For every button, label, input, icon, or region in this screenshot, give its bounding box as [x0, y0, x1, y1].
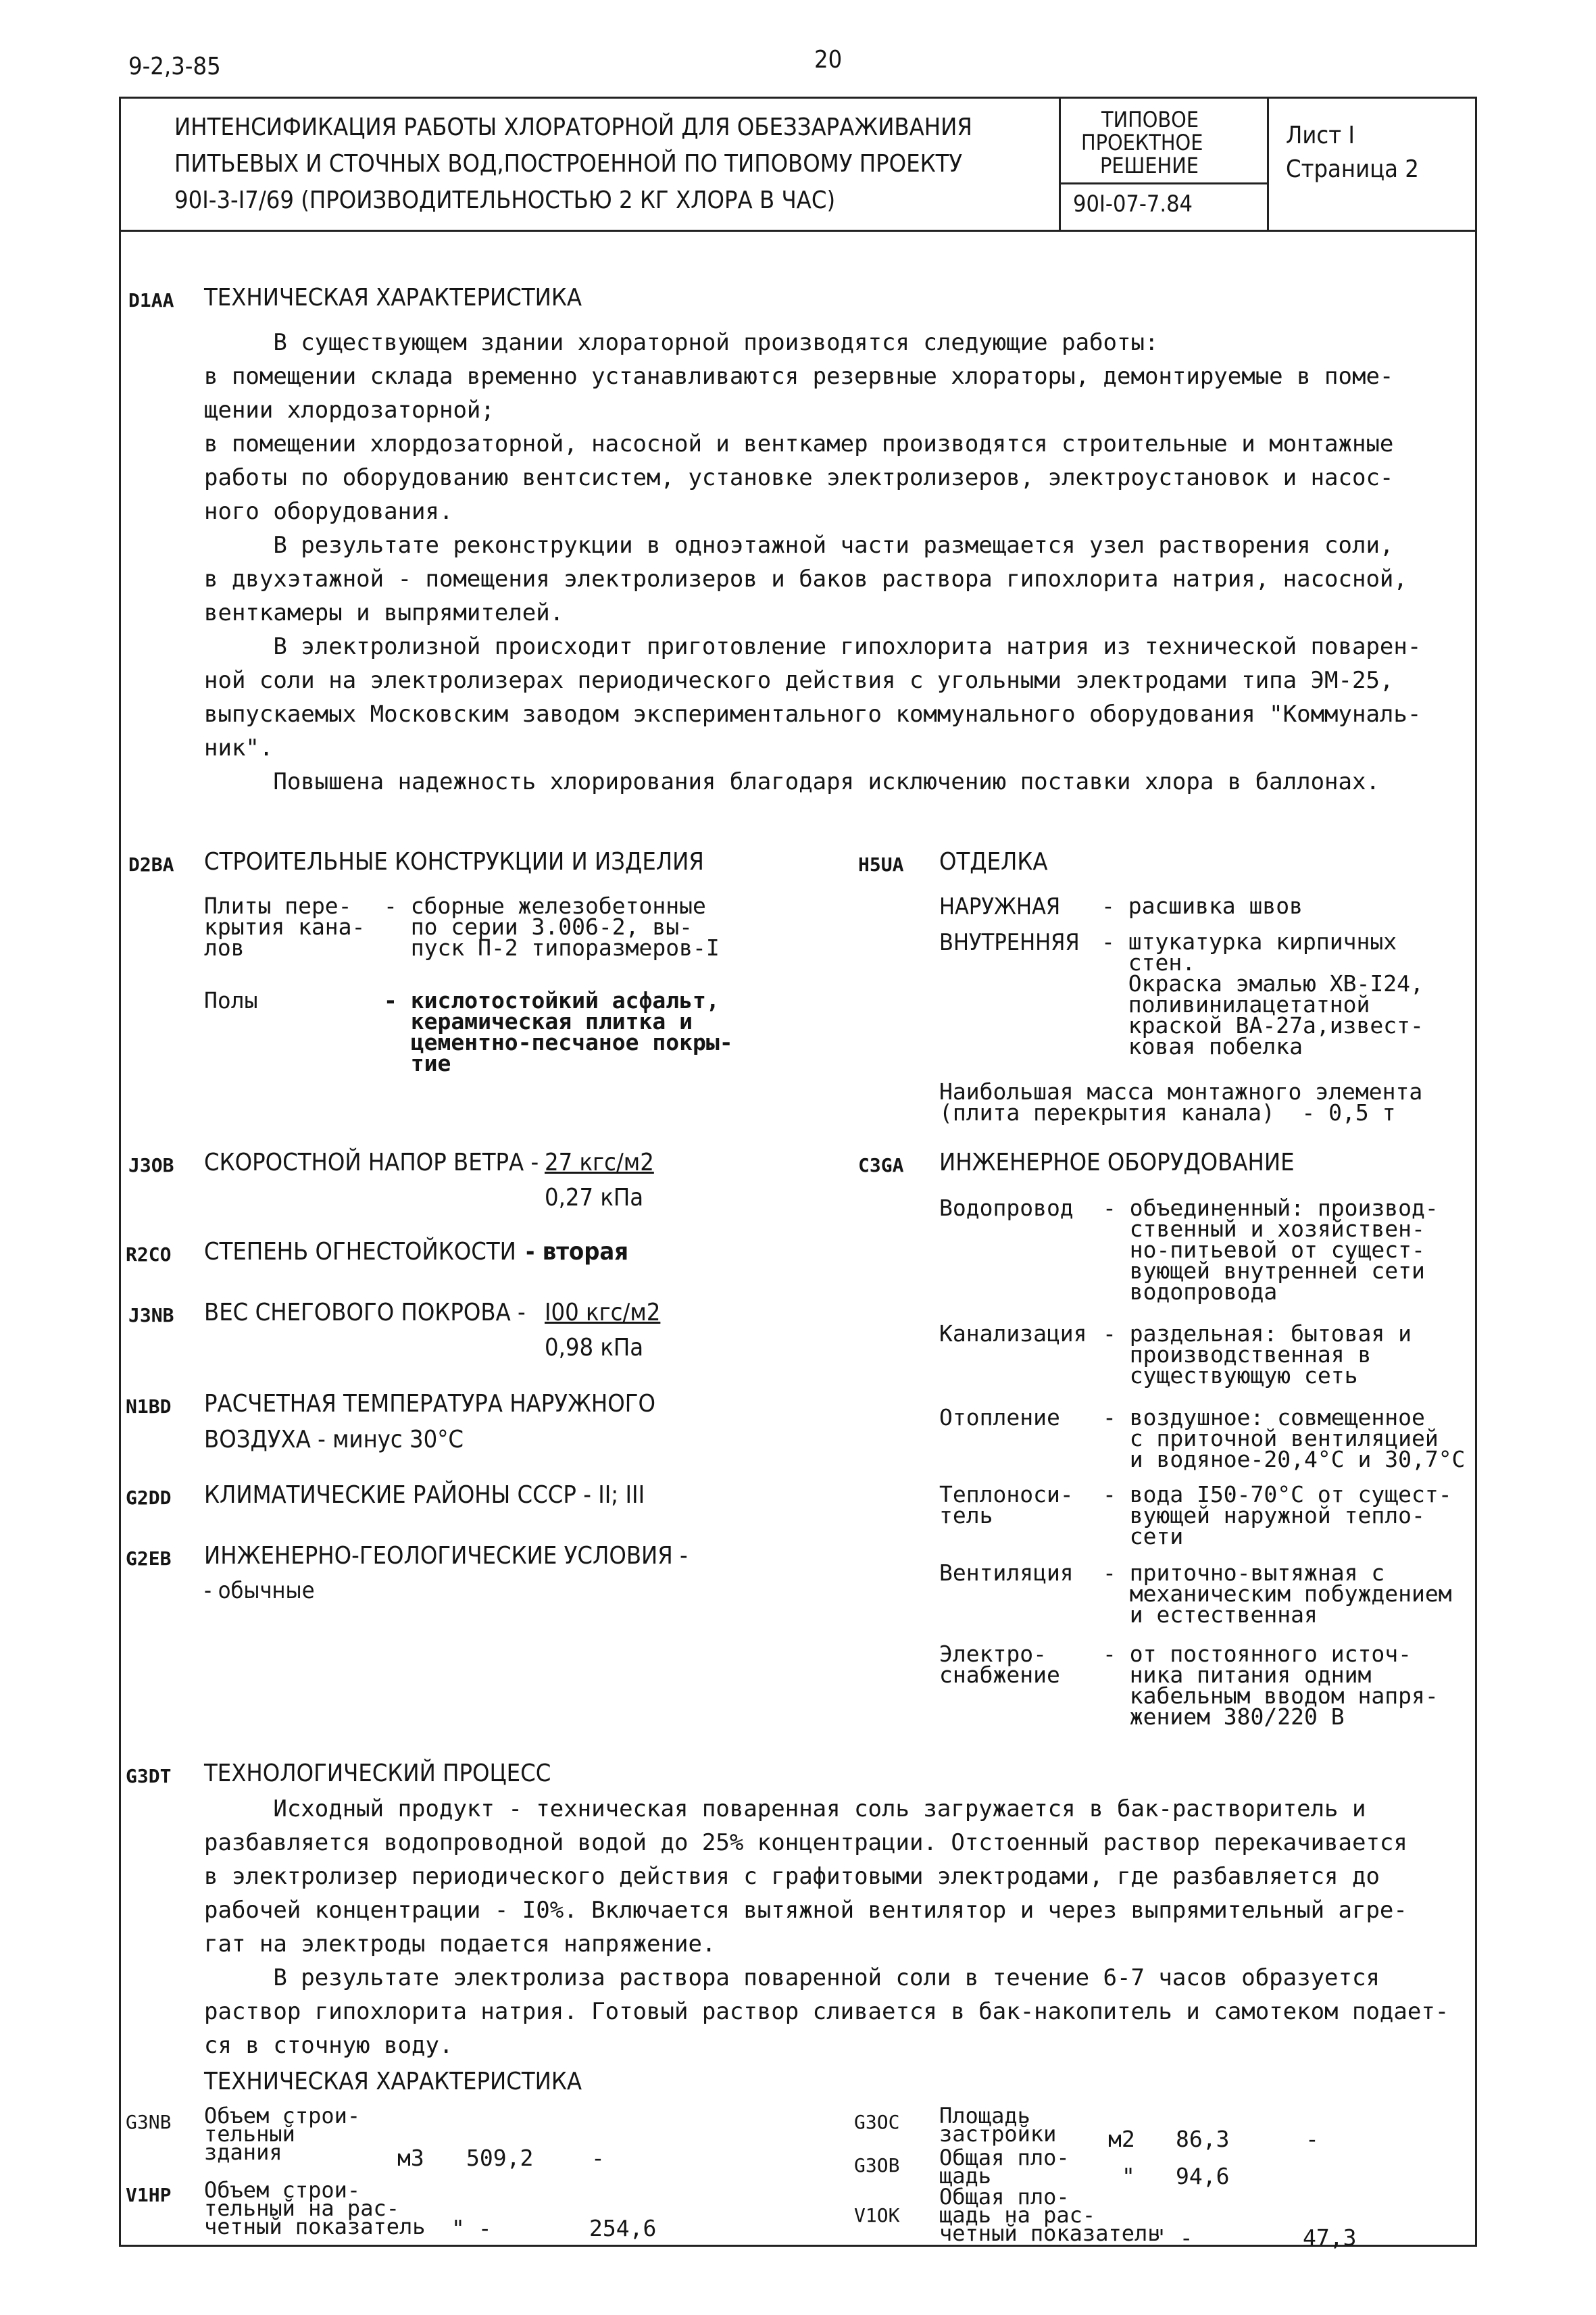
code-d2ba: D2BA [128, 853, 174, 876]
finish-outer-value: - расшивка швов [1101, 893, 1303, 919]
code-j3nb: J3NB [128, 1304, 174, 1326]
geo-line1: ИНЖЕНЕРНО-ГЕОЛОГИЧЕСКИЕ УСЛОВИЯ - [204, 1542, 688, 1570]
sheet-label: Лист I [1286, 122, 1355, 149]
wind-value2: 0,27 кПа [545, 1184, 644, 1212]
page-number: 20 [814, 46, 843, 74]
constr-heading: СТРОИТЕЛЬНЫЕ КОНСТРУКЦИИ И ИЗДЕЛИЯ [204, 848, 704, 876]
summary-r1-unit: м3 [397, 2145, 424, 2171]
summary-r3-label: Площадь застройки [939, 2103, 1057, 2147]
header-col-divider-2 [1267, 97, 1269, 232]
header-typ-divider [1059, 182, 1268, 184]
eng-carrier-label: Теплоноси- тель [939, 1481, 1074, 1528]
finish-outer-label: НАРУЖНАЯ [939, 893, 1061, 920]
code-d1aa: D1AA [128, 289, 174, 312]
temp-line1: РАСЧЕТНАЯ ТЕМПЕРАТУРА НАРУЖНОГО [204, 1390, 655, 1418]
snow-label: ВЕС СНЕГОВОГО ПОКРОВА - [204, 1299, 526, 1326]
summary-r1-value: 509,2 [466, 2145, 534, 2171]
wind-value1: 27 кгс/м2 [545, 1149, 654, 1176]
header-divider [119, 230, 1477, 232]
typ-line2: ПРОЕКТНОЕ [1081, 130, 1203, 155]
temp-line2: ВОЗДУХА - минус 30°С [204, 1426, 464, 1453]
eng-vent-value: - приточно-вытяжная с механическим побуждением и естественная [1103, 1560, 1452, 1628]
summary-r2-value: 254,6 [589, 2215, 657, 2241]
fire-label: СТЕПЕНЬ ОГНЕСТОЙКОСТИ [204, 1238, 516, 1266]
code-c3ga: C3GA [858, 1154, 904, 1176]
climate-text: КЛИМАТИЧЕСКИЕ РАЙОНЫ СССР - II; III [204, 1481, 645, 1509]
eng-power-label: Электро- снабжение [939, 1641, 1060, 1688]
summary-r3-unit: м2 [1108, 2126, 1135, 2152]
process-text: Исходный продукт - техническая поваренная соль загружается в бак-растворитель и разбавляется водопроводной водой до 25% концентрации. Отстоенный раствор перекачивается в электролизер периодического действия с графитовыми электродами, где разбавляется до рабочей концентрации - I0%. Включается вытяжной вентилятор и через выпрямительный агре- гат на электроды подается напряжение. В результате электролиза раствора поваренной соли в течение 6-7 часов образуется раствор гипохлорита натрия. Готовый раствор сливается в бак-накопитель и самотеком подает- ся в сточную воду. [204, 1795, 1449, 2059]
snow-value1: I00 кгс/м2 [545, 1299, 661, 1326]
code-g2eb: G2EB [126, 1547, 172, 1570]
geo-line2: - обычные [204, 1577, 315, 1604]
code-v1ok: V1OK [854, 2204, 900, 2226]
code-h5ua: H5UA [858, 853, 904, 876]
code-r2co: R2CO [126, 1243, 172, 1266]
eng-heading: ИНЖЕНЕРНОЕ ОБОРУДОВАНИЕ [939, 1149, 1295, 1176]
eng-sewer-label: Канализация [939, 1320, 1087, 1347]
doc-code: 9-2,3-85 [128, 53, 221, 80]
summary-r4-value: 94,6 [1176, 2163, 1230, 2189]
eng-water-value: - объединенный: производ- ственный и хозяйствен- но-питьевой от сущест- вующей внутренней сети водопровода [1103, 1195, 1439, 1305]
finish-heading: ОТДЕЛКА [939, 848, 1048, 876]
finish-mass-note: Наибольшая масса монтажного элемента (плита перекрытия канала) - 0,5 т [939, 1078, 1423, 1126]
summary-r5-label: Общая пло- щадь на рас- четный показатель [939, 2184, 1161, 2246]
code-g3dt: G3DT [126, 1765, 172, 1787]
wind-label: СКОРОСТНОЙ НАПОР ВЕТРА - [204, 1149, 539, 1176]
eng-power-value: - от постоянного источ- ника питания одним кабельным вводом напря- жением 380/220 В [1103, 1641, 1439, 1730]
header-title-line3: 90I-3-I7/69 (ПРОИЗВОДИТЕЛЬНОСТЬЮ 2 КГ ХЛОРА В ЧАС) [174, 186, 836, 214]
summary-r5-value: 47,3 [1303, 2224, 1357, 2251]
header-title-line1: ИНТЕНСИФИКАЦИЯ РАБОТЫ ХЛОРАТОРНОЙ ДЛЯ ОБЕЗЗАРАЖИВАНИЯ [174, 114, 972, 141]
summary-r1-label: Объем строи- тельный здания [204, 2103, 361, 2165]
summary-r1-dash: - [591, 2145, 605, 2171]
constr-floors-value: - кислотостойкий асфальт, керамическая плитка и цементно-песчаное покры- тие [384, 987, 733, 1076]
code-g2dd: G2DD [126, 1487, 172, 1509]
code-g3oc: G3OC [854, 2111, 900, 2133]
tech-text: В существующем здании хлораторной производятся следующие работы: в помещении склада временно устанавливаются резервные хлораторы, демонтируемые в поме- щении хлордозаторной; в помещении хлордозаторной, насосной и венткамер производятся строительные и монтажные работы по оборудованию вентсистем, установке электролизеров, электроустановок и насос- ного оборудования. В результате реконструкции в одноэтажной части размещается узел растворения соли, в двухэтажной - помещения электролизеров и баков раствора гипохлорита натрия, насосной, венткамеры и выпрямителей. В электролизной происходит приготовление гипохлорита натрия из технической поварен- ной соли на электролизерах периодического действия с угольными электродами типа ЭМ-25, выпускаемых Московским заводом экспериментального коммунального оборудования "Коммуналь- ник". Повышена надежность хлорирования благодаря исключению поставки хлора в баллонах. [204, 329, 1422, 795]
code-n1bd: N1BD [126, 1395, 172, 1418]
finish-inner-value: - штукатурка кирпичных стен. Окраска эмалью ХВ-I24, поливинилацетатной краской ВА-27а,извест- ковая побелка [1101, 928, 1424, 1060]
eng-sewer-value: - раздельная: бытовая и производственная в существующую сеть [1103, 1320, 1412, 1389]
header-col-divider-1 [1059, 97, 1061, 232]
eng-vent-label: Вентиляция [939, 1560, 1074, 1586]
eng-heat-value: - воздушное: совмещенное с приточной вентиляцией и водяное-20,4°С и 30,7°С [1103, 1404, 1466, 1472]
constr-slabs-label: Плиты пере- крытия кана- лов [204, 893, 366, 961]
summary-r4-label: Общая пло- щадь [939, 2145, 1070, 2189]
summary-r2-label: Объем строи- тельный на рас- четный показатель [204, 2177, 426, 2239]
typ-line1: ТИПОВОЕ [1101, 107, 1199, 132]
summary-r2-unit: " - [451, 2215, 492, 2241]
code-g3ob: G3OB [854, 2154, 900, 2176]
typ-line3: РЕШЕНИЕ [1100, 153, 1199, 178]
code-g3nb: G3NB [126, 2111, 172, 2133]
process-heading: ТЕХНОЛОГИЧЕСКИЙ ПРОЦЕСС [204, 1760, 551, 1787]
eng-water-label: Водопровод [939, 1195, 1074, 1221]
tech-heading: ТЕХНИЧЕСКАЯ ХАРАКТЕРИСТИКА [204, 284, 582, 312]
constr-slabs-value: - сборные железобетонные по серии 3.006-2, вы- пуск П-2 типоразмеров-I [384, 893, 720, 961]
fire-value: - вторая [526, 1238, 629, 1266]
header-title-line2: ПИТЬЕВЫХ И СТОЧНЫХ ВОД,ПОСТРОЕННОЙ ПО ТИПОВОМУ ПРОЕКТУ [174, 150, 963, 178]
summary-r5-unit: " - [1153, 2224, 1193, 2251]
code-v1hp: V1HP [126, 2184, 172, 2206]
summary-r4-unit: " [1122, 2163, 1135, 2189]
finish-inner-label: ВНУТРЕННЯЯ [939, 929, 1080, 956]
typ-number: 90I-07-7.84 [1073, 191, 1193, 218]
page-label: Страница 2 [1286, 155, 1419, 183]
summary-r3-dash: - [1305, 2126, 1319, 2152]
eng-carrier-value: - вода I50-70°С от сущест- вующей наружной тепло- сети [1103, 1481, 1452, 1549]
constr-floors-label: Полы [204, 987, 258, 1014]
summary-r3-value: 86,3 [1176, 2126, 1230, 2152]
eng-heat-label: Отопление [939, 1404, 1060, 1430]
snow-value2: 0,98 кПа [545, 1334, 644, 1362]
summary-heading: ТЕХНИЧЕСКАЯ ХАРАКТЕРИСТИКА [204, 2068, 582, 2095]
code-j3ob: J3OB [128, 1154, 174, 1176]
